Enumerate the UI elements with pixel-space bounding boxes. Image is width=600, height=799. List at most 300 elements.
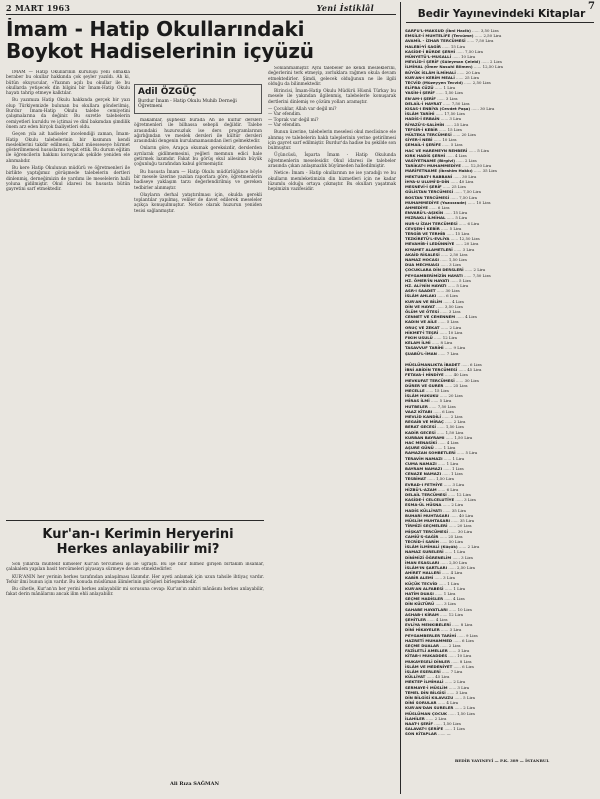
leader-dots: ...... [436, 486, 447, 492]
leader-dots: ...... [455, 69, 466, 75]
book-title: DİN VE HAYAT [405, 303, 436, 309]
book-price: 40 Lira [453, 372, 468, 378]
book-price: 2 Lira [464, 158, 477, 164]
leader-dots: ...... [438, 611, 449, 617]
paragraph: Bu hususta İmam — Hatip Okulu müdürlüğünce böyle bir mesele üzerine yazılan raporlara göre, öğretmenlerin hadiseye yaklaşım tarzı değerlendirilmiş ve gereken tedbirler alınmıştır. [134, 169, 262, 191]
leader-dots: ...... [472, 168, 483, 174]
book-title: FIKIH USULÜ [405, 334, 433, 340]
book-price: 7,50 Lira [459, 194, 477, 200]
book-title: DİN KÜLTÜRÜ [405, 601, 435, 607]
leader-dots: ...... [455, 48, 466, 54]
leader-dots: ...... [443, 596, 453, 602]
leader-dots: ...... [456, 632, 466, 638]
book-price: 3 Lira [445, 95, 458, 101]
book-price: 12,50 Lira [470, 163, 492, 169]
book-title: FAZİLETLİ AMELLER [405, 648, 448, 654]
leader-dots: ...... [455, 314, 466, 320]
book-price: 2,50 Lira [449, 251, 468, 257]
leader-dots: ...... [433, 590, 444, 596]
book-price: 1 Lira [443, 590, 456, 596]
book-price: 6 Lira [437, 204, 450, 210]
book-price: 9 Lira [453, 345, 466, 351]
leader-dots: ...... [433, 721, 443, 727]
book-title: NUR-U İZAH TERCÜMESİ [405, 220, 458, 226]
book-title: REGAİB VE MİRAÇ [405, 419, 444, 425]
book-price: 12,50 Lira [459, 236, 480, 242]
book-price: 20 Lira [464, 241, 479, 247]
book-title: TARİKAT-I MUHAMMEDİYE [405, 163, 461, 169]
leader-dots: ...... [447, 684, 458, 690]
leader-dots: ...... [453, 705, 464, 711]
book-title: KASİDE-İ CELCELUTİYE [405, 497, 455, 503]
book-title: DELAİL-İ HAYRAT [405, 100, 442, 106]
book-title: BOSTAN TERCÜMESİ [405, 194, 450, 200]
paragraph: Bu kere Hatip Okulunun müdürü ve öğretmenleri ile birlikte yaptığımız görüşmede talebelerin dertleri dinlenmiş, derneğimizin de yardımı ile meselelerin halli yoluna gidilmiştir. Okul idaresi bu hususta bütün gayretini sarf etmektedir. [6, 166, 130, 193]
leader-dots: ...... [454, 377, 465, 383]
book-price: 1,50 Lira [454, 434, 473, 440]
book-price: 3 Lira [464, 497, 476, 503]
leader-dots: ...... [454, 241, 465, 247]
book-price: 7,50 Lira [463, 189, 481, 195]
book-price: 7 Lira [450, 668, 463, 674]
book-price: 4 Lira [465, 314, 477, 320]
issue-date: 2 MART 1963 [6, 3, 71, 13]
book-price: 30 Lira [457, 528, 473, 534]
book-price: 1 Lira [453, 585, 466, 591]
book-price: 30 Lira [480, 106, 495, 112]
book-price: 4 Lira [435, 616, 448, 622]
book-title: CUMA NAMAZI [405, 460, 437, 466]
leader-dots: ...... [424, 715, 435, 721]
book-price: 5 Lira [439, 398, 452, 404]
leader-dots: ...... [470, 28, 481, 33]
book-title: MÜNYETÜ'L-MUSALLİ [405, 54, 452, 60]
leader-dots: ...... [457, 544, 468, 550]
leader-dots: ...... [441, 471, 451, 477]
leader-dots: ...... [441, 184, 452, 190]
book-title: SALAVAT-I ŞERİFE [405, 726, 444, 732]
book-price: 3 Lira [461, 554, 473, 560]
book-price: 3 Lira [457, 684, 470, 690]
leader-dots: ...... [465, 38, 476, 44]
book-title: İSLÂM AHLAKI [405, 293, 437, 299]
book-title: SAHABE HAYATLARI [405, 606, 448, 612]
book-price: 3 Lira [449, 116, 462, 122]
book-title: AHİRET HALLERİ [405, 570, 441, 576]
book-price: 3 Lira [449, 627, 462, 633]
leader-dots: ...... [436, 350, 447, 356]
leader-dots: ...... [439, 324, 450, 330]
leader-dots: ...... [449, 178, 460, 184]
book-title: BERAT GECESİ [405, 424, 436, 430]
book-price: 7 Lira [446, 350, 459, 356]
book-title: KUR'AN'DAN SURELER [405, 705, 454, 711]
book-price: 3 Lira [452, 481, 465, 487]
book-title: TEMEL DİN BİLGİSİ [405, 689, 446, 695]
book-price: 5 Lira [446, 319, 459, 325]
book-title: HUTBELER [405, 403, 428, 409]
book-title: ASHAB-I KİRAM [405, 611, 439, 617]
bookstore-rule [406, 22, 594, 23]
book-title: KİTAB-I MUKADDES [405, 653, 448, 659]
leader-dots: ...... [447, 648, 458, 654]
leader-dots: ...... [446, 282, 457, 288]
book-price: 10 Lira [457, 606, 472, 612]
book-title: DELAİL TERCÜMESİ [405, 492, 447, 498]
subhead-line-2: Herkes anlayabilir mi? [56, 542, 220, 557]
leader-dots: ...... [439, 251, 450, 257]
book-title: ÖLÜM VE ÖTESİ [405, 308, 439, 314]
book-title: ŞEHİTLER [405, 616, 426, 622]
book-title: MÜSLÜMANLIKTA İBADET [405, 362, 461, 367]
book-title: MEKTUBAT-I RABBANİ [405, 173, 453, 179]
book-price: 12,50 Lira [482, 64, 503, 70]
leader-dots: ...... [426, 476, 437, 482]
article-column-1 [6, 70, 130, 515]
book-price: 35 Lira [482, 168, 497, 174]
book-title: VAAZ KİTABI [405, 408, 433, 414]
book-title: KUR'AN-I KERİM MEALİ [405, 74, 455, 80]
book-title: DİN BİLGİSİ KILAVUZU [405, 695, 454, 700]
leader-dots: ...... [451, 554, 462, 560]
book-title: MEVAHİB-İ LEDÜNNİYE [405, 241, 455, 247]
book-price: 45 Lira [435, 674, 450, 680]
leader-dots: ...... [427, 204, 438, 210]
leader-dots: ...... [480, 59, 491, 65]
leader-dots: ...... [444, 121, 455, 127]
book-price: 1,50 Lira [442, 721, 461, 727]
book-price: 4 Lira [452, 596, 465, 602]
leader-dots: ...... [432, 334, 443, 340]
book-list [405, 28, 595, 360]
book-price: 3,50 Lira [480, 28, 499, 33]
leader-dots: ...... [435, 288, 446, 294]
leader-dots: ...... [437, 440, 447, 446]
headline-line-2: Boykot Hadiselerinin içyüzü [6, 40, 314, 62]
leader-dots: ...... [433, 575, 444, 581]
book-price: 20 Lira [448, 393, 463, 399]
second-article-signature: Ali Rıza SAĞMAN [170, 781, 220, 787]
book-title: KIYAMET ALAMETLERİ [405, 246, 453, 252]
leader-dots: ...... [472, 64, 483, 70]
article-column-2 [134, 118, 262, 515]
article-column-3 [268, 66, 396, 786]
book-title: ŞEMAİL-İ ŞERİFE [405, 142, 441, 148]
leader-dots: ...... [462, 272, 473, 278]
page-number: 7 [588, 1, 595, 12]
book-title: RİYAZÜ'S-SALİHİN [405, 121, 445, 127]
book-price: 9 Lira [465, 632, 478, 638]
book-price: 50 Lira [448, 538, 463, 544]
book-title: BUHARİ MUHTASARI [405, 512, 450, 518]
book-price: 40 Lira [459, 178, 474, 184]
leader-dots: ...... [467, 147, 478, 153]
second-article-headline [10, 527, 266, 557]
headline-line-1: İmam - Hatip Okullarındaki [6, 18, 305, 40]
book-price: 2 Lira [451, 502, 464, 508]
book-price: 2,50 Lira [449, 559, 467, 565]
book-title: DUA MECMUASI [405, 262, 440, 268]
leader-dots: ...... [438, 308, 449, 314]
second-article-body [6, 562, 264, 778]
book-price: 1,50 Lira [445, 424, 464, 430]
section-rule [6, 520, 264, 521]
book-title: HAC VE HAREMEYN REHBERİ [405, 147, 468, 153]
book-price: 12 Lira [442, 334, 457, 340]
book-title: RAMAZAN SOHBETLERİ [405, 450, 456, 456]
header-rule [6, 14, 396, 15]
leader-dots: ...... [452, 246, 463, 252]
book-title: TEZKİRETÜ'L-EVLİYA [405, 236, 450, 242]
book-title: ORUÇ VE ZEKAT [405, 324, 440, 330]
book-price: 40 Lira [459, 512, 474, 518]
book-title: KÜLLİYAT [405, 674, 426, 680]
book-price: — [446, 731, 451, 737]
leader-dots: ...... [450, 622, 461, 628]
leader-dots: ...... [455, 450, 466, 456]
book-price: 6 Lira [470, 362, 482, 367]
book-title: NAMAZ HOCASI [405, 256, 440, 262]
leader-dots: ...... [473, 33, 484, 39]
book-price: 5 Lira [450, 142, 463, 148]
paragraph: Netice: İmam - Hatip okullarının ne ise yaradığı ve bu okulların memleketimizin din hizmetleri için ne kadar lüzumlu olduğu ortaya çıkmıştır. Bu okulları yaşatmak hepimizin vazifesidir. [268, 171, 396, 193]
book-title: MEKTEP İLMİHALİ [405, 679, 444, 685]
leader-dots: ...... [432, 408, 443, 414]
book-price: 8 Lira [460, 622, 473, 628]
leader-dots: ...... [447, 606, 458, 612]
book-price: 6 Lira [462, 637, 474, 643]
column-divider [400, 2, 401, 794]
book-title: MESNEVİ-İ ŞERİF [405, 184, 442, 190]
author-role: Burdur İmam - Hatip Okulu Muhib Derneği Öğretmeni [138, 99, 237, 109]
book-price: 1 Lira [447, 580, 459, 586]
leader-dots: ...... [451, 132, 462, 138]
book-title: İLMİHAL (Ömer Nasuhi Bilmen) [405, 64, 473, 70]
dialogue: — Çocuklar, Allah var değil mi? — Var efendim. — Toprak var değil mi? — Var efendim. [268, 107, 337, 128]
leader-dots: ...... [442, 298, 453, 304]
book-price: 1 Lira [446, 460, 459, 466]
book-price: 7,50 Lira [465, 48, 483, 54]
book-title: KASİDE-İ BÜRDE ŞERHİ [405, 48, 456, 54]
paragraph: Sonlanmamıştır. Ayni talebeler ile kendi mesleklerini, değerlerini terk etmeyip, zorluklara rağmen okula devam etmektedirler. Şimdi, gelecek olduğunun ne ile ilgili olduğu da bilinmektedir. [268, 66, 396, 87]
book-price: 1 Lira [453, 549, 466, 555]
leader-dots: ...... [443, 382, 454, 388]
book-title: AKAİD RİSALESİ [405, 251, 440, 257]
book-price: 15 Lira [450, 43, 466, 49]
book-title: MARİFETNAME (İbrahim Hakkı) [405, 168, 473, 174]
book-price: 6 Lira [446, 293, 458, 299]
book-price: 1 Lira [443, 445, 456, 451]
book-price: 12 Lira [448, 611, 463, 617]
leader-dots: ...... [442, 466, 452, 472]
book-price: 7,50 Lira [451, 100, 470, 106]
leader-dots: ...... [439, 559, 450, 565]
leader-dots: ...... [440, 414, 451, 420]
book-title: TECRİD-İ SARİH [405, 538, 439, 544]
book-price: 5 Lira [455, 215, 468, 221]
book-title: İSLÂM TARİHİ [405, 111, 435, 117]
book-title: MUKAYESELİ DİNLER [405, 658, 450, 664]
leader-dots: ...... [453, 695, 464, 700]
leader-dots: ...... [441, 502, 452, 508]
book-title: TASAVVUF TARİHİ [405, 345, 444, 351]
book-price: 5 Lira [449, 225, 462, 231]
leader-dots: ...... [455, 158, 465, 164]
book-price: 3 Lira [449, 262, 461, 268]
book-title: KUR'AN VE BİLİM [405, 298, 443, 304]
book-title: İSLÂM'IN ŞARTLARI [405, 564, 448, 570]
leader-dots: ...... [440, 668, 451, 674]
leader-dots: ...... [470, 106, 481, 112]
book-title: SARFU'L-MAKSUD (İbni Hacib) [405, 28, 471, 33]
book-title: CEVŞEN-İ KEBİR [405, 225, 440, 231]
leader-dots: ...... [445, 230, 456, 236]
book-price: 1 Lira [450, 471, 463, 477]
book-price: 2 Lira [453, 679, 466, 685]
book-price: 6 Lira [442, 408, 454, 414]
leader-dots: ...... [449, 194, 460, 200]
book-price: 5 Lira [477, 147, 489, 153]
book-title: TECVİD (Müzeyyen Tecvid) [405, 80, 463, 86]
book-price: 4 Lira [446, 700, 459, 706]
book-price: 25 Lira [451, 184, 466, 190]
book-price: 15 Lira [434, 388, 449, 394]
book-title: MECELLE [405, 388, 425, 394]
leader-dots: ...... [466, 199, 477, 205]
book-price: 3 Lira [457, 648, 470, 654]
book-title: EVLİYA MENKIBELERİ [405, 622, 451, 628]
book-price: 20 Lira [457, 523, 472, 529]
book-price: 3 Lira [448, 308, 461, 314]
book-title: İLAHİLER [405, 715, 425, 721]
book-price: 30 Lira [464, 377, 479, 383]
author-byline [134, 84, 262, 114]
leader-dots: ...... [447, 710, 457, 716]
leader-dots: ...... [446, 492, 457, 498]
book-price: 2 Lira [463, 705, 475, 711]
leader-dots: ...... [436, 319, 447, 325]
paragraph: Bu yazımıza Hatip Okulu hakkında gerçek bir yazı olup Türkiyemizde bulunan bu okullara gönderilmiş, Burdur İmam-Hatip Okulu talebe cemiyetini çalışmalarına da değinir. Bu suretle talebelerin cemiyetleri kuruldu ve içtimai ve dinî bakımdan şimdilik önem arz eden birçok faaliyetleri oldu. [6, 98, 130, 130]
book-price: 35 Lira [459, 518, 475, 524]
book-title: KURBAN BAYRAMI [405, 434, 445, 440]
book-list-continued [405, 362, 595, 750]
leader-dots: ...... [438, 538, 449, 544]
book-title: AVAMİL - İZHAR TERCÜMESİ [405, 38, 466, 44]
book-price: 12 Lira [456, 492, 471, 498]
leader-dots: ...... [439, 116, 450, 122]
book-price: 35 Lira [451, 507, 466, 513]
book-title: SON KİTAPLAR [405, 731, 437, 737]
book-title: VASİYETNAME (Birgivi) [405, 158, 456, 164]
leader-dots: ...... [463, 267, 474, 273]
book-title: AHMEDİYE [405, 204, 428, 210]
book-title: KADIN VE AİLE [405, 319, 437, 325]
book-price: 7,50 Lira [437, 403, 456, 409]
leader-dots: ...... [436, 700, 447, 706]
paragraph: İMAM — Hatip Okullarının kuruluşu yeni olmakla beraber bu okullar hakkında çok şeyler yazıldı. Ah ki, bütün okuyucular, «Yazının açılı bu okullar ile bu okullarda yetişecek din bilgini bir İmam-Hatip Okulu hayatı tahrip etmeye kalktılar. [6, 70, 130, 97]
book-title: CENNET VE CEHENNEM [405, 314, 456, 320]
leader-dots: ...... [449, 658, 460, 664]
subhead-line-1: Kur'an-ı Kerimin Heryerini [42, 527, 234, 542]
leader-dots: ...... [434, 111, 445, 117]
leader-dots: ...... [440, 142, 451, 148]
book-title: MEVKUFAT TERCÜMESİ [405, 377, 455, 383]
book-price: 1,50 Lira [448, 256, 467, 262]
author-name: Adil ÖZGÜÇ [138, 87, 197, 97]
book-title: TİRMİZİ SEÇMELERİ [405, 523, 448, 529]
book-title: KÜÇÜK TECVİD [405, 580, 438, 586]
paragraph: KUR'ANIN her yerinin herkes tarafından anlaşılması lâzımdır. Her ayeti anlamak için uzun tahsile ihtiyaç vardır. Tefsir ilmi bunun için vardır. Bu konuda müslüman âlimlerinin görüşleri birleşmektedir. [6, 574, 264, 585]
book-title: NAAT-I ŞERİF [405, 721, 434, 727]
book-title: EVRAD-I FETHİYE [405, 481, 443, 487]
book-title: HADİS-İ ERBAİN [405, 116, 440, 122]
book-title: SERMAYE-İ MÜSLİM [405, 684, 448, 690]
leader-dots: ...... [439, 256, 449, 262]
book-price: 3,50 Lira [444, 303, 463, 309]
book-price: 6 Lira [467, 220, 480, 226]
leader-dots: ...... [449, 518, 460, 524]
leader-dots: ...... [444, 434, 455, 440]
book-title: DİNİ HİKAYELER [405, 627, 440, 633]
leader-dots: ...... [443, 585, 454, 591]
book-title: İHYA-U ULUMİ'D-DİN [405, 178, 450, 184]
leader-dots: ...... [453, 189, 464, 195]
book-title: ESMA-ÜL HÜSNA [405, 502, 442, 508]
book-price: 2,50 Lira [472, 80, 491, 86]
book-price: 4 Lira [450, 570, 463, 576]
book-title: MEVLİD KANDİLİ [405, 414, 441, 420]
bookstore-footer: BEDİR YAYINEVİ — P.K. 389 — İSTANBUL [454, 758, 550, 763]
book-title: İSLÂM HUKUKU [405, 393, 439, 399]
book-price: 10 Lira [476, 199, 491, 205]
leader-dots: ...... [435, 424, 446, 430]
leader-dots: ...... [427, 403, 438, 409]
book-title: BÜYÜK İSLÂM İLMİHALİ [405, 69, 456, 75]
book-title: HİKMET-İ TEŞRİ [405, 329, 439, 335]
book-price: 1,50 Lira [444, 90, 463, 96]
book-title: HAC MENASİKİ [405, 440, 437, 446]
book-price: 10 Lira [442, 137, 457, 143]
book-list-item [405, 731, 595, 736]
book-title: SİYER-İ NEBİ [405, 137, 433, 143]
leader-dots: ...... [447, 523, 458, 529]
book-price: 4 Lira [452, 298, 464, 304]
leader-dots: ...... [454, 74, 465, 80]
leader-dots: ...... [462, 80, 473, 86]
leader-dots: ...... [436, 460, 447, 466]
book-price: 2 Lira [473, 267, 486, 273]
book-price: 3 Lira [455, 689, 468, 695]
book-price: 45 Lira [467, 367, 482, 373]
paragraph: Olayların derhal yatıştırılması için, okulda gerekli toplantılar yapılmış, veliler de davet edilerek meseleler açıkça konuşulmuştur. Netice olarak huzurun yeniden tesisi sağlanmıştır. [134, 192, 262, 214]
leader-dots: ...... [452, 173, 463, 179]
leader-dots: ...... [452, 663, 463, 669]
book-price: 1,50 Lira [456, 710, 475, 716]
article-headline [6, 18, 396, 62]
book-title: MÜLTEKA TERCÜMESİ [405, 132, 452, 138]
paragraph: Üçüncüsü, İsparta İmam - Hatip Okulunda öğretmenlerin meselesidir. Okul idaresi ile talebeler arasında çıkan anlaşmazlık büyümeden halledilmiştir. [268, 153, 396, 170]
leader-dots: ...... [425, 674, 436, 680]
book-price: 15 Lira [453, 210, 468, 216]
book-title: HZ. ALİ'NİN HAYATI [405, 282, 447, 288]
leader-dots: ...... [443, 726, 454, 732]
leader-dots: ...... [432, 137, 443, 143]
leader-dots: ...... [445, 689, 456, 695]
book-title: KADİR GECESİ [405, 429, 436, 435]
book-price: 1,50 Lira [445, 429, 464, 435]
book-title: İSLÂM İLMİHALİ (Küçük) [405, 544, 458, 550]
leader-dots: ...... [440, 43, 451, 49]
